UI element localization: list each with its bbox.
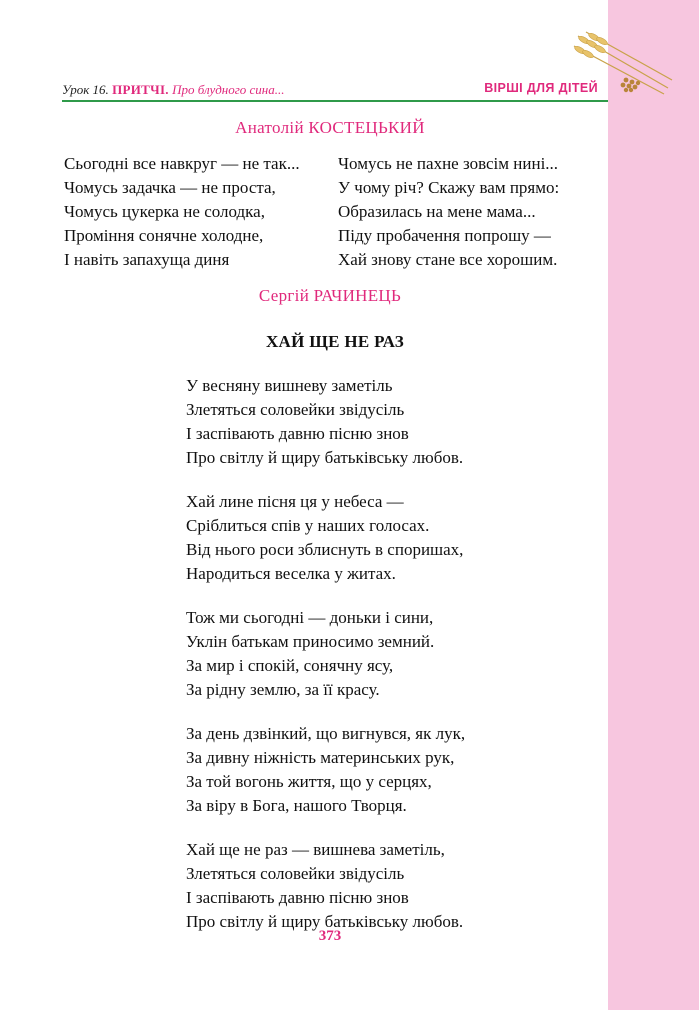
stanza <box>186 722 465 818</box>
stanza <box>186 838 465 934</box>
poem-line: Уклін батькам приносимо земний. <box>186 632 435 651</box>
lesson-topic: ПРИТЧІ. <box>112 82 169 97</box>
poem1-left-column <box>64 152 300 272</box>
stanza <box>186 490 465 586</box>
poem2-body <box>186 374 465 954</box>
side-strip <box>608 0 699 1010</box>
lesson-label: Урок 16. <box>62 82 109 97</box>
poem-line: За мир і спокій, сонячну ясу, <box>186 656 394 675</box>
poem-line: І навіть запахуща диня <box>64 250 230 269</box>
running-header <box>62 82 285 98</box>
poem-line: У чому річ? Скажу вам прямо: <box>338 178 560 197</box>
poem-line: Хай знову стане все хорошим. <box>338 250 558 269</box>
poem-line: Хай ще не раз — вишнева заметіль, <box>186 840 445 859</box>
poem-line: Про світлу й щиру батьківську любов. <box>186 448 464 467</box>
poem-line: Сріблиться спів у наших голосах. <box>186 516 430 535</box>
poem-line: І заспівають давню пісню знов <box>186 888 409 907</box>
poem-line: Народиться веселка у житах. <box>186 564 396 583</box>
poem1-author: Анатолій КОСТЕЦЬКИЙ <box>235 118 425 137</box>
poem-line: Тож ми сьогодні — доньки і сини, <box>186 608 434 627</box>
poem-line: Сьогодні все навкруг — не так... <box>64 154 300 173</box>
poem-line: Піду пробачення попрошу — <box>338 226 551 245</box>
poem-line: Хай лине пісня ця у небеса — <box>186 492 404 511</box>
poem-line: Від нього роси зблиснуть в споришах, <box>186 540 464 559</box>
stanza <box>186 374 465 470</box>
poem-line: Чомусь не пахне зовсім нині... <box>338 154 559 173</box>
poem-line: За день дзвінкий, що вигнувся, як лук, <box>186 724 466 743</box>
poem-line: І заспівають давню пісню знов <box>186 424 409 443</box>
header-divider <box>62 100 608 102</box>
poem2-author: Сергій РАЧИНЕЦЬ <box>258 286 402 305</box>
poem-line: Чомусь задачка — не проста, <box>64 178 276 197</box>
poem-line: Проміння сонячне холодне, <box>64 226 264 245</box>
poem-line: У весняну вишневу заметіль <box>186 376 393 395</box>
poem-line: За віру в Бога, нашого Творця. <box>186 796 407 815</box>
poem1-right-column <box>338 152 559 272</box>
poem2-title: ХАЙ ЩЕ НЕ РАЗ <box>265 332 405 351</box>
poem-line: Про світлу й щиру батьківську любов. <box>186 912 464 931</box>
poem-line: За той вогонь життя, що у серцях, <box>186 772 432 791</box>
section-title: ВІРШІ ДЛЯ ДІТЕЙ <box>484 81 598 95</box>
poem-line: Чомусь цукерка не солодка, <box>64 202 265 221</box>
lesson-subtitle: Про блудного сина... <box>172 82 285 97</box>
page-number: 373 <box>318 928 342 944</box>
poem-line: Злетяться соловейки звідусіль <box>186 400 405 419</box>
poem-line: За рідну землю, за її красу. <box>186 680 380 699</box>
stanza <box>186 606 465 702</box>
poem-line: За дивну ніжність материнських рук, <box>186 748 455 767</box>
poem-line: Злетяться соловейки звідусіль <box>186 864 405 883</box>
poem-line: Образилась на мене мама... <box>338 202 536 221</box>
